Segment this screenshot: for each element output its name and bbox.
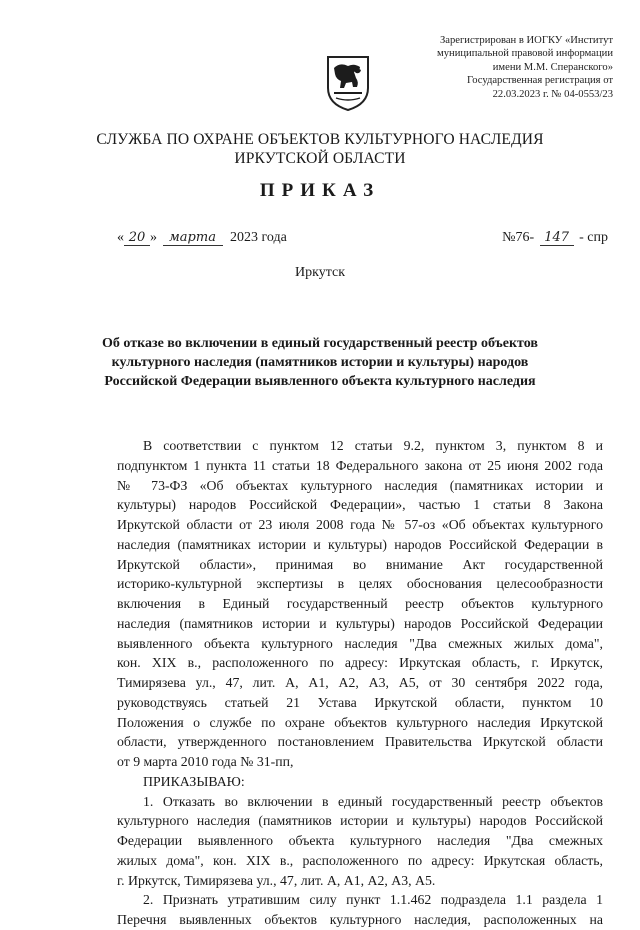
body-line: области, утвержденного постановлением Правительства Иркутской области: [117, 734, 603, 750]
body-line: включения в Единый государственный реестр объектов культурного: [117, 596, 603, 611]
body-line: кон. XIX в., расположенного по адресу: Иркутская область, г. Иркутск,: [117, 655, 603, 671]
body-line: подпунктом 1 пункта 11 статьи 18 Федерального закона от 25 июня 2002 года: [117, 457, 603, 473]
body-line: руководствуясь статьей 21 Устава Иркутской области, пунктом 10: [117, 694, 603, 710]
subject-line: Об отказе во включении в единый государственный реестр объектов: [102, 336, 538, 351]
body-line: Федерации выявленного объекта культурного наследия "Два смежных: [117, 833, 603, 848]
agency-name: [0, 130, 640, 168]
order-subject: [0, 334, 640, 391]
body-line: г. Иркутск, Тимирязева ул., 47, лит. А, А1, А2, А3, А5.: [117, 872, 436, 888]
body-line: ПРИКАЗЫВАЮ:: [143, 773, 245, 789]
body-line: жилых дома", кон. XIX в., расположенного по адресу: Иркутская область,: [117, 852, 603, 868]
order-body: [117, 436, 603, 930]
date-open-quote: «: [117, 230, 124, 245]
body-line: В соответствии с пунктом 12 статьи 9.2, пунктом 3, пунктом 8 и: [143, 438, 603, 453]
registration-line: 22.03.2023 г. № 04-0553/23: [492, 88, 613, 100]
body-line: 1. Отказать во включении в единый государственный реестр объектов: [143, 793, 603, 809]
subject-line: Российской Федерации выявленного объекта культурного наследия: [104, 374, 536, 389]
registration-line: имени М.М. Сперанского»: [492, 61, 613, 73]
date-day-handwritten: 20: [124, 230, 150, 246]
body-line: 2. Признать утратившим силу пункт 1.1.462 подраздела 1.1 раздела 1: [143, 892, 603, 908]
body-line: наследия (памятниках истории и культуры) народов Российской Федерации в: [117, 536, 603, 552]
body-line: от 9 марта 2010 года № 31-пп,: [117, 754, 294, 769]
body-line: Положения о службе по охране объектов культурного наследия Иркутской: [117, 714, 603, 730]
registration-line: Государственная регистрация от: [467, 75, 613, 87]
body-line: культуры) народов Российской Федерации», частью 1 статьи 8 Закона: [117, 497, 603, 513]
subject-line: культурного наследия (памятников истории и культуры) народов: [111, 355, 529, 370]
order-number-handwritten: 147: [540, 230, 574, 246]
agency-name-line: СЛУЖБА ПО ОХРАНЕ ОБЪЕКТОВ КУЛЬТУРНОГО НАСЛЕДИЯ: [96, 131, 544, 148]
body-line: Тимирязева ул., 47, лит. А, А1, А2, А3, А5, от 30 сентября 2022 года,: [117, 675, 603, 690]
body-line: выявленного объекта культурного наследия "Два смежных жилых дома",: [117, 635, 603, 651]
order-number: [502, 230, 608, 246]
body-line: № 73-ФЗ «Об объектах культурного наследия (памятниках истории и: [117, 477, 603, 493]
body-line: Иркутской области от 23 июля 2008 года № 57-оз «Об объектах культурного: [117, 517, 603, 532]
body-line: Иркутской области», принимая во внимание Акт государственной: [117, 556, 603, 572]
date-month-handwritten: марта: [163, 230, 223, 246]
order-number-prefix: №76-: [502, 230, 535, 245]
document-title: ПРИКАЗ: [259, 180, 381, 201]
registration-stamp: [373, 34, 613, 101]
agency-name-line: ИРКУТСКОЙ ОБЛАСТИ: [234, 150, 406, 167]
date-year: 2023 года: [230, 230, 287, 245]
body-line: Перечня выявленных объектов культурного наследия, расположенных на: [117, 912, 603, 927]
registration-line: муниципальной правовой информации: [437, 48, 613, 60]
coat-of-arms-emblem: [326, 54, 370, 112]
date-close-quote: »: [150, 230, 157, 245]
body-line: наследия (памятников истории и культуры) народов Российской Федерации: [117, 615, 603, 631]
city: Иркутск: [294, 265, 346, 280]
body-line: культурного наследия (памятников истории и культуры) народов Российской: [117, 813, 603, 829]
order-number-suffix: - спр: [579, 230, 608, 245]
body-line: историко-культурной экспертизы в целях обоснования целесообразности: [117, 576, 603, 592]
order-date: [117, 230, 287, 246]
registration-line: Зарегистрирован в ИОГКУ «Институт: [439, 35, 613, 46]
